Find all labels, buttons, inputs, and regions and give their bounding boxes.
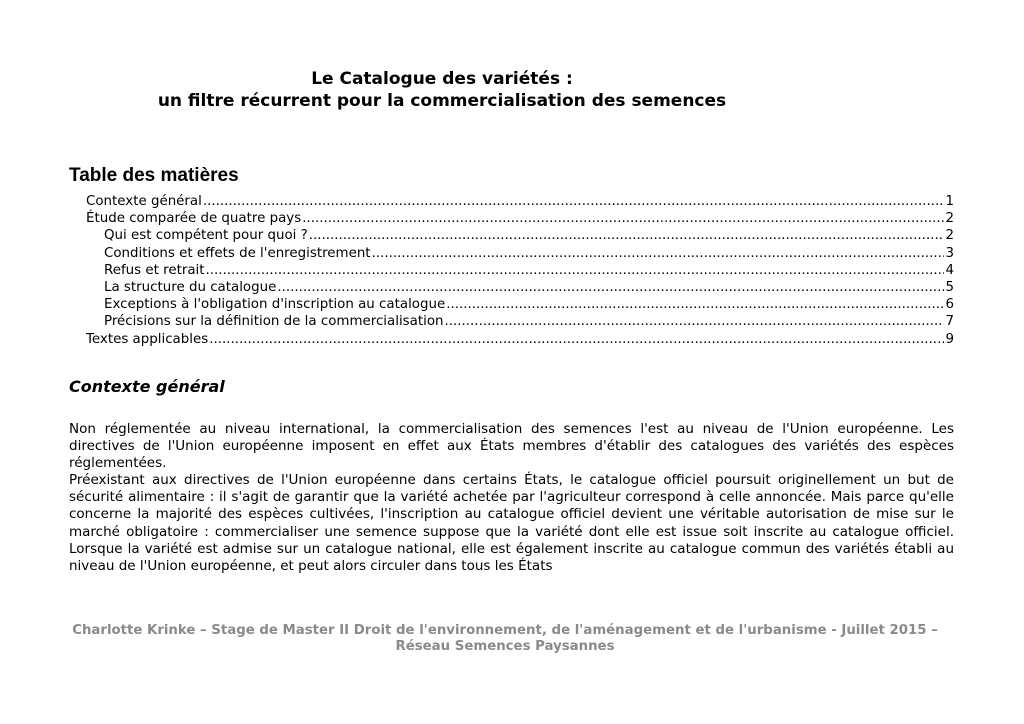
toc-entry-label: Textes applicables (86, 331, 209, 347)
title-line-1: Le Catalogue des variétés : (311, 69, 573, 89)
toc-leader-dots (277, 279, 944, 296)
title-line-2: un filtre récurrent pour la commercialisation des semences (157, 91, 727, 111)
paragraph: Préexistant aux directives de l'Union européenne dans certains États, le catalogue officiel poursuit originellement un but de sécurité alimentaire : il s'agit de garantir que la variété achetée par l'agriculteur correspond à celle annoncée. Mais parce qu'elle concerne la majorité des espèces cultivées, l'inscription au catalogue officiel devient une véritable autorisation de mise sur le marché obligatoire : commercialiser une semence suppose que la variété dont elle est issue soit inscrite au catalogue officiel. Lorsque la variété est admise sur un catalogue national, elle est également inscrite au catalogue commun des variétés établi au niveau de l'Union européenne, et peut alors circuler dans tous les États (69, 472, 954, 574)
toc-entry-structure-catalogue[interactable] (69, 279, 954, 296)
toc-entry-label: Refus et retrait (104, 262, 205, 278)
paragraph: Non réglementée au niveau international, la commercialisation des semences l'est au niveau de l'Union européenne. Les directives de l'Union européenne imposent en effet aux États membres d'établir des catalogues des variétés des espèces réglementées. (69, 421, 954, 472)
toc-entry-page: 2 (945, 228, 954, 244)
toc-entry-label: Étude comparée de quatre pays (86, 211, 302, 227)
toc-leader-dots (209, 331, 944, 348)
toc-leader-dots (206, 262, 945, 279)
toc-entry-page: 4 (945, 262, 954, 278)
table-of-contents (69, 193, 954, 348)
section-heading: Contexte général (69, 377, 225, 396)
toc-entry-page: 9 (945, 331, 954, 347)
toc-entry-page: 6 (945, 297, 954, 313)
toc-entry-label: Contexte général (86, 194, 202, 209)
toc-entry-precisions[interactable] (69, 313, 954, 330)
toc-leader-dots (309, 227, 945, 244)
toc-entry-label: Qui est compétent pour quoi ? (104, 228, 308, 244)
toc-entry-contexte-general[interactable] (69, 193, 954, 210)
toc-entry-qui-est-competent[interactable] (69, 227, 954, 244)
footer-line-1: Charlotte Krinke – Stage de Master II Droit de l'environnement, de l'aménagement et de l'urbanisme - Juillet 2015 – (72, 623, 938, 638)
toc-leader-dots (446, 296, 944, 313)
toc-leader-dots (445, 313, 945, 330)
toc-leader-dots (372, 245, 945, 262)
toc-entry-label: La structure du catalogue (104, 279, 277, 295)
toc-entry-page: 1 (945, 194, 954, 209)
toc-entry-label: Précisions sur la définition de la commercialisation (104, 314, 444, 330)
toc-entry-page: 2 (945, 211, 954, 227)
footer-line-2: Réseau Semences Paysannes (395, 639, 615, 654)
document-title (0, 68, 884, 112)
toc-entry-page: 3 (945, 245, 954, 261)
toc-entry-label: Exceptions à l'obligation d'inscription au catalogue (104, 297, 446, 313)
toc-heading: Table des matières (69, 165, 239, 186)
toc-leader-dots (203, 193, 945, 210)
toc-entry-exceptions[interactable] (69, 296, 954, 313)
toc-entry-page: 7 (945, 314, 954, 330)
toc-entry-textes-applicables[interactable] (69, 331, 954, 348)
toc-entry-refus-retrait[interactable] (69, 262, 954, 279)
toc-entry-page: 5 (945, 279, 954, 295)
page-footer (0, 623, 1010, 655)
toc-entry-label: Conditions et effets de l'enregistrement (104, 245, 371, 261)
toc-entry-conditions-effets[interactable] (69, 245, 954, 262)
toc-leader-dots (302, 210, 944, 227)
body-text (69, 421, 954, 577)
toc-entry-etude-comparee[interactable] (69, 210, 954, 227)
